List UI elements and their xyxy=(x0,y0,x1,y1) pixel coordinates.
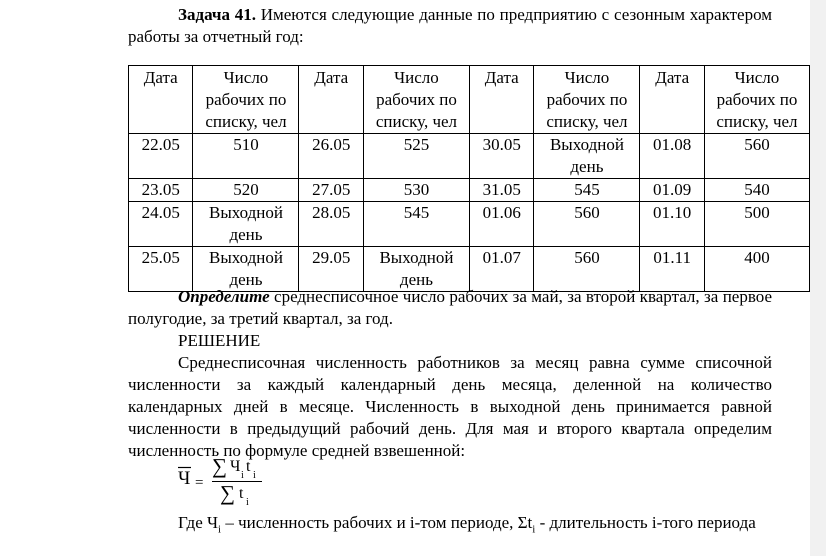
table-cell: 545 xyxy=(363,202,469,247)
question-lead: Определите xyxy=(178,287,270,306)
formula-num-b-sub: i xyxy=(253,470,256,481)
formula-den: t xyxy=(239,485,244,502)
employees-table xyxy=(128,65,810,292)
table-cell: 31.05 xyxy=(469,179,533,202)
table-cell: 26.05 xyxy=(299,134,363,179)
formula-lhs: Ч xyxy=(178,468,191,489)
table-cell: 520 xyxy=(193,179,299,202)
header-cell: Число рабочих по списку, чел xyxy=(363,66,469,134)
table-cell: 23.05 xyxy=(129,179,193,202)
formula-overline xyxy=(178,466,192,469)
table-cell: 500 xyxy=(704,202,809,247)
header-cell: Дата xyxy=(299,66,363,134)
formula-equals: = xyxy=(195,475,204,491)
table-cell: 400 xyxy=(704,247,809,292)
header-cell: Дата xyxy=(469,66,533,134)
table-cell: 27.05 xyxy=(299,179,363,202)
table-cell: 30.05 xyxy=(469,134,533,179)
table-cell: 560 xyxy=(534,202,640,247)
table-cell: 560 xyxy=(534,247,640,292)
table-cell: 24.05 xyxy=(129,202,193,247)
table-cell: 25.05 xyxy=(129,247,193,292)
question-text: среднесписочное число рабочих за май, за второй квартал, за первое полугодие, за третий квартал, за год. xyxy=(128,287,772,328)
page-edge-clip xyxy=(810,60,826,280)
table-header-row xyxy=(129,66,810,134)
table-cell: 29.05 xyxy=(299,247,363,292)
table-cell: 01.07 xyxy=(469,247,533,292)
formula-num-a: Ч xyxy=(230,458,241,475)
table-cell: 525 xyxy=(363,134,469,179)
formula-den-sub: i xyxy=(246,497,249,508)
table-cell: Выходной день xyxy=(534,134,640,179)
task-text: Имеются следующие данные по предприятию с сезонным характером работы за отчетный год: xyxy=(128,5,773,46)
table-cell: 01.06 xyxy=(469,202,533,247)
table-row xyxy=(129,202,810,247)
legend-part-2: – численность рабочих и i-том периоде, Σt xyxy=(221,513,533,532)
header-cell: Число рабочих по списку, чел xyxy=(534,66,640,134)
formula-sum-top: ∑ xyxy=(212,454,227,478)
legend-sub-2: i xyxy=(532,523,536,536)
table-cell: 28.05 xyxy=(299,202,363,247)
table-cell: 22.05 xyxy=(129,134,193,179)
table-cell: 01.10 xyxy=(640,202,704,247)
table-cell: 540 xyxy=(704,179,809,202)
table-cell: 01.11 xyxy=(640,247,704,292)
table-row xyxy=(129,134,810,179)
task-paragraph xyxy=(128,4,772,48)
table-cell: 01.09 xyxy=(640,179,704,202)
table-cell: 01.08 xyxy=(640,134,704,179)
header-cell: Число рабочих по списку, чел xyxy=(704,66,809,134)
legend-paragraph xyxy=(128,512,772,534)
table-cell: Выходной день xyxy=(363,247,469,292)
formula-num-a-sub: i xyxy=(241,470,244,481)
weighted-average-formula xyxy=(178,454,288,508)
solution-heading: РЕШЕНИЕ xyxy=(178,331,261,350)
legend-sub-1: i xyxy=(218,523,222,536)
table-cell: 545 xyxy=(534,179,640,202)
table-row xyxy=(129,179,810,202)
table-cell: Выходной день xyxy=(193,202,299,247)
solution-paragraph: Среднесписочная численность работников за месяц равна сумме списочной численности за каждый календарный день месяца, деленной на количество календарных дней в месяце. Численность в выходной день принимается равной численности в предыдущий рабочий день. Для мая и второго квартала определим численность по формуле средней взвешенной: xyxy=(128,353,772,460)
task-label: Задача 41. xyxy=(178,5,256,24)
legend-part-3: - длительность i-того периода xyxy=(535,513,756,532)
formula-num-b: t xyxy=(246,458,251,475)
table-row xyxy=(129,247,810,292)
formula-sum-bottom: ∑ xyxy=(220,481,235,505)
table-cell: 530 xyxy=(363,179,469,202)
header-cell: Дата xyxy=(640,66,704,134)
legend-part-1: Где Ч xyxy=(178,513,219,532)
table-cell: 510 xyxy=(193,134,299,179)
table-cell: 560 xyxy=(704,134,809,179)
question-paragraph xyxy=(128,286,772,330)
header-cell: Дата xyxy=(129,66,193,134)
table-cell: Выходной день xyxy=(193,247,299,292)
header-cell: Число рабочих по списку, чел xyxy=(193,66,299,134)
